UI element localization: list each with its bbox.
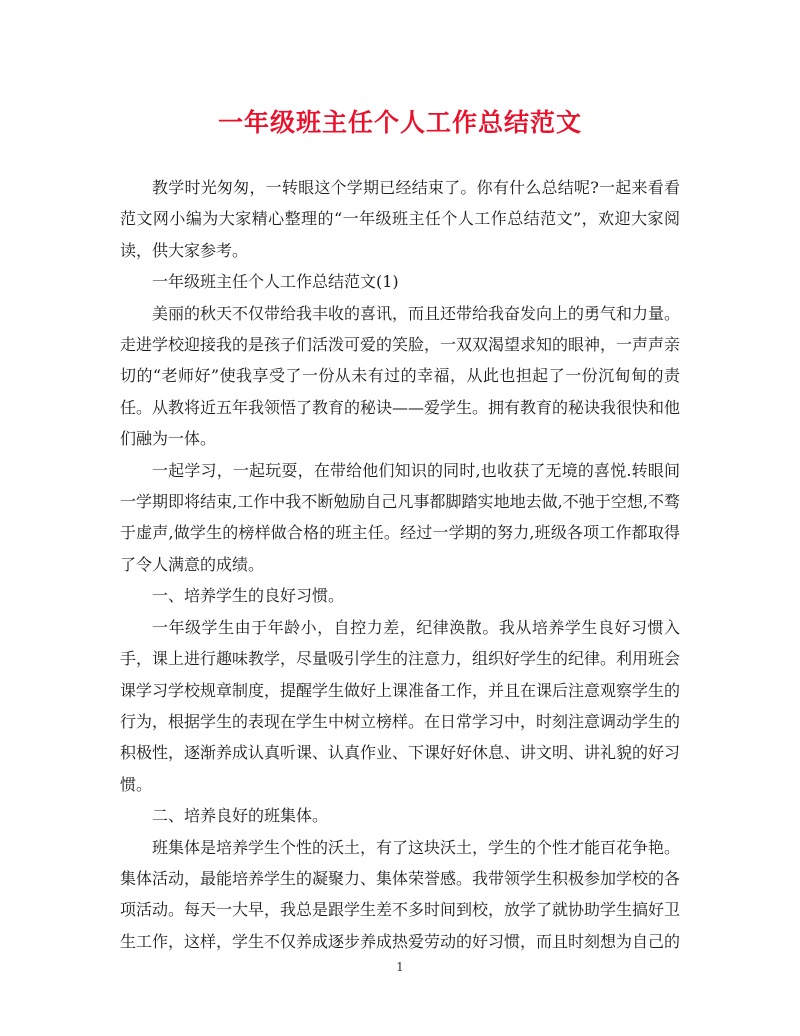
- section-heading: 一、培养学生的良好习惯。: [152, 586, 345, 606]
- paragraph: 班集体是培养学生个性的沃土，有了这块沃土，学生的个性才能百花争艳。集体活动，最能培养学生的凝聚力、集体荣誉感。我带领学生积极参加学校的各项活动。每天一大早，我总是跟学生差不多时间到校，放学了就协助学生搞好卫生工作，这样，学生不仅养成逐步养成热爱劳动的好习惯，而且时刻想为自己的: [120, 837, 681, 951]
- paragraph-intro: 教学时光匆匆，一转眼这个学期已经结束了。你有什么总结呢?一起来看看范文网小编为大家精心整理的“一年级班主任个人工作总结范文”，欢迎大家阅读，供大家参考。: [120, 178, 680, 260]
- paragraph-subtitle: 一年级班主任个人工作总结范文(1): [152, 272, 399, 292]
- document-title: 一年级班主任个人工作总结范文: [217, 108, 582, 137]
- page-number: 1: [396, 960, 404, 974]
- document-body: [120, 172, 680, 957]
- paragraph: 一起学习，一起玩耍，在带给他们知识的同时,也收获了无境的喜悦.转眼间一学期即将结束,工作中我不断勉励自己凡事都脚踏实地地去做,不弛于空想,不骛于虚声,做学生的榜样做合格的班主任。经过一学期的努力,班级各项工作都取得了令人满意的成绩。: [120, 460, 680, 574]
- section-heading: 二、培养良好的班集体。: [152, 806, 329, 826]
- paragraph: 美丽的秋天不仅带给我丰收的喜讯，而且还带给我奋发向上的勇气和力量。走进学校迎接我的是孩子们活泼可爱的笑脸，一双双渴望求知的眼神，一声声亲切的“老师好”使我享受了一份从未有过的幸福，从此也担起了一份沉甸甸的责任。从教将近五年我领悟了教育的秘诀——爱学生。拥有教育的秘诀我很快和他们融为一体。: [120, 303, 681, 449]
- paragraph: 一年级学生由于年龄小，自控力差，纪律涣散。我从培养学生良好习惯入手，课上进行趣味教学，尽量吸引学生的注意力，组织好学生的纪律。利用班会课学习学校规章制度，提醒学生做好上课准备工作，并且在课后注意观察学生的行为，根据学生的表现在学生中树立榜样。在日常学习中，时刻注意调动学生的积极性，逐渐养成认真听课、认真作业、下课好好休息、讲文明、讲礼貌的好习惯。: [120, 617, 681, 794]
